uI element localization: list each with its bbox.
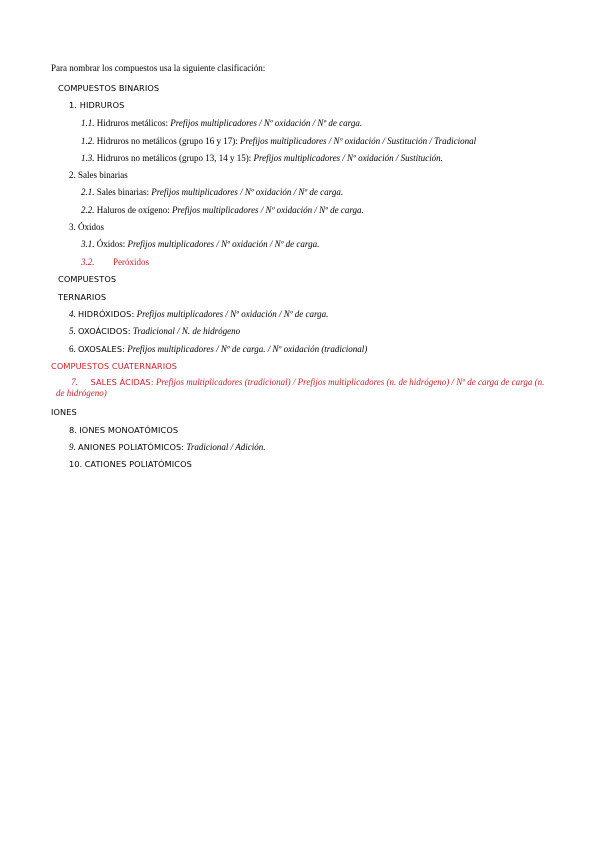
intro-text: Para nombrar los compuestos usa la siguiente clasificación:	[51, 63, 266, 73]
list-item-desc: Prefijos multiplicadores / Nº oxidación / Nº de carga.	[127, 239, 320, 249]
list-item-name: HIDRÓXIDOS:	[78, 309, 135, 319]
list-item	[69, 458, 192, 470]
list-item-desc: Prefijos multiplicadores / Nº oxidación / Nº de carga.	[136, 309, 329, 319]
list-item-desc: Prefijos multiplicadores / Nº oxidación / Sustitución.	[253, 153, 443, 163]
heading-compuestos-binarios: COMPUESTOS BINARIOS	[58, 83, 160, 93]
list-item-desc: Tradicional / Adición.	[186, 442, 266, 452]
list-number: 4.	[69, 309, 76, 319]
list-item	[69, 325, 240, 337]
list-label: Óxidos	[78, 222, 105, 232]
list-item	[81, 238, 319, 250]
list-item	[81, 152, 443, 164]
list-item	[69, 441, 266, 453]
list-item-name: OXOSALES:	[78, 344, 125, 354]
list-item-desc: Prefijos multiplicadores / Nº oxidación / Sustitución / Tradicional	[239, 136, 477, 146]
list-number: 1.	[69, 100, 78, 110]
list-item-desc: Prefijos multiplicadores / Nº oxidación / Nº de carga.	[171, 205, 364, 215]
list-number: 2.2.	[81, 205, 95, 215]
list-item	[69, 308, 328, 320]
list-number: 10.	[69, 459, 83, 469]
list-number: 1.3.	[81, 153, 95, 163]
sales-heading	[69, 169, 128, 181]
list-item-desc: Tradicional / N. de hidrógeno	[132, 326, 241, 336]
list-item-name: Haluros de oxígeno:	[96, 205, 170, 215]
list-item	[81, 117, 362, 129]
list-number: 7.	[71, 377, 78, 387]
list-item	[81, 135, 476, 147]
list-item	[81, 186, 343, 198]
list-item	[81, 256, 149, 268]
list-item-name: OXOÁCIDOS:	[78, 326, 131, 336]
list-item-name: Óxidos:	[96, 239, 126, 249]
list-item	[69, 424, 178, 436]
list-label: HIDRUROS	[79, 100, 125, 110]
list-item-name: Hidruros no metálicos (grupo 13, 14 y 15):	[96, 153, 252, 163]
hidruros-heading	[69, 99, 124, 111]
list-item	[69, 343, 367, 355]
list-item-name: ANIONES POLIATÓMICOS:	[78, 442, 185, 452]
list-item-desc: Prefijos multiplicadores (tradicional) / Prefijos multiplicadores (n. de hidrógeno) / Nº de carga de carga (n. de hidrógeno)	[56, 377, 545, 398]
list-item-name: Sales binarias:	[96, 187, 149, 197]
heading-ternarios: TERNARIOS	[58, 292, 107, 302]
list-item-name: SALES ÁCIDAS:	[90, 377, 154, 387]
list-number: 2.	[69, 170, 76, 180]
list-item-name: CATIONES POLIATÓMICOS	[84, 459, 192, 469]
list-number: 3.2.	[81, 257, 95, 267]
heading-compuestos: COMPUESTOS	[58, 274, 117, 284]
list-number: 9.	[69, 442, 76, 452]
list-number: 3.1.	[81, 239, 95, 249]
list-item-desc: Prefijos multiplicadores / Nº de carga. / Nº oxidación (tradicional)	[127, 344, 368, 354]
list-number: 8.	[69, 425, 78, 435]
list-number: 6.	[69, 344, 76, 354]
list-number: 5.	[69, 326, 76, 336]
heading-iones: IONES	[51, 407, 77, 417]
heading-compuestos-cuaternarios: COMPUESTOS CUATERNARIOS	[51, 361, 178, 371]
list-number: 1.1.	[81, 118, 95, 128]
list-number: 2.1.	[81, 187, 95, 197]
list-number: 3.	[69, 222, 76, 232]
list-item	[81, 204, 364, 216]
oxidos-heading	[69, 221, 104, 233]
list-label: Sales binarias	[78, 170, 128, 180]
list-number: 1.2.	[81, 136, 95, 146]
list-item-desc: Prefijos multiplicadores / Nº oxidación / Nº de carga.	[170, 118, 363, 128]
list-item	[56, 377, 548, 399]
list-item-name: Peróxidos	[113, 257, 149, 267]
list-item-name: Hidruros metálicos:	[96, 118, 168, 128]
list-item-name: Hidruros no metálicos (grupo 16 y 17):	[96, 136, 238, 146]
list-item-name: IONES MONOATÓMICOS	[79, 425, 179, 435]
list-item-desc: Prefijos multiplicadores / Nº oxidación / Nº de carga.	[151, 187, 344, 197]
